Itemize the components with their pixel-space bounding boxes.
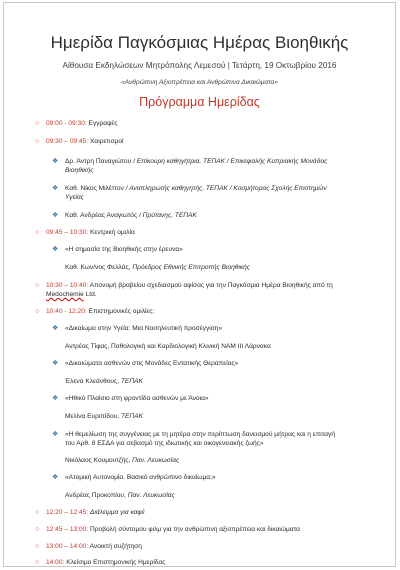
schedule-time: 12:20 – 12:45: [46, 509, 89, 516]
speaker-name: Καθ. Νίκος Μιλέττον [65, 185, 124, 192]
event-tagline: «Ανθρώπινη Αξιοπρέπεια και Ανθρώπινα Δικαιώματα» [121, 79, 278, 86]
presenter-item [65, 377, 143, 386]
schedule-item [46, 119, 118, 128]
presenter-affiliation: Παν. Λευκωσίας [132, 457, 180, 464]
circle-bullet-icon: ○ [35, 282, 40, 289]
talk-title: «Ατομική Αυτονομία. Βασικό ανθρώπινο δικαίωμα;» [65, 474, 216, 481]
schedule-time: 09:45 – 10:30: [46, 229, 89, 236]
sponsor-name: Medochemie [46, 291, 84, 298]
circle-bullet-icon: ○ [35, 559, 40, 566]
schedule-text-continued [46, 290, 97, 299]
presenter-name: Νικόλαος Κουμουτζής, [65, 457, 131, 464]
circle-bullet-icon: ○ [35, 509, 40, 516]
page-title: Ημερίδα Παγκόσμιας Ημέρας Βιοηθικής [50, 33, 349, 52]
schedule-text: Χαιρετισμοί [90, 138, 124, 145]
schedule-time: 13:00 – 14:00: [46, 543, 89, 550]
diamond-bullet-icon: ❖ [52, 212, 59, 219]
schedule-item [46, 228, 135, 237]
schedule-text: Διάλειμμα για καφέ [90, 509, 145, 516]
schedule-item [46, 508, 145, 517]
speaker-role: / Αναπληρωτής καθηγητής, ΤΕΠΑΚ / Κοσμήτορας Σχολής Επιστημών [125, 185, 327, 192]
schedule-time: 12:45 – 13:00: [46, 526, 89, 533]
diamond-bullet-icon: ❖ [52, 474, 59, 481]
schedule-time: 09:00 - 09:30: [46, 120, 87, 127]
circle-bullet-icon: ○ [35, 120, 40, 127]
schedule-item [46, 525, 300, 534]
schedule-item [46, 281, 333, 290]
circle-bullet-icon: ○ [35, 543, 40, 550]
schedule-time: 09:30 – 09:45: [46, 138, 89, 145]
schedule-text: Κεντρική ομιλία [90, 229, 135, 236]
presenter-item [65, 491, 175, 500]
presenter-name: Αντρέας Τίφας, Παθολογική και Καρδιολογική Κλινική ΝΑΜ ΙΙΙ Λάρνακα [65, 343, 271, 350]
schedule-time: 10:40 - 12:20: [46, 308, 87, 315]
circle-bullet-icon: ○ [35, 308, 40, 315]
talk-title: «Ηθικό Πλαίσιο στη φροντίδα ασθενών με Άνοια» [65, 395, 209, 402]
schedule-text: Εγγραφές [88, 120, 118, 127]
speaker-name: Καθ. Ανδρέας Αναγιωτός [65, 212, 138, 219]
talk-title: «Η θεμελίωση της συγγένειας με τη μητέρα στην περίπτωση δανεισμού μήτρας και η επιταγή [65, 431, 335, 438]
presenter-item [65, 342, 271, 351]
presenter-item [65, 412, 143, 421]
diamond-bullet-icon: ❖ [52, 431, 59, 438]
schedule-time: 14:00: [46, 559, 65, 566]
talk-title: «Δικαιώματα ασθενών στις Μονάδες Εντατικής Θεραπείας» [65, 360, 239, 367]
speaker-item [65, 157, 327, 166]
presenter-affiliation: ΤΕΠΑΚ [121, 413, 143, 420]
circle-bullet-icon: ○ [35, 229, 40, 236]
schedule-item [46, 558, 165, 567]
presenter-item [65, 456, 179, 465]
presenter-name: Ανδρέας Προκοπίου, [65, 492, 126, 499]
speaker-name: Δρ. Άντρη Παναγιώτου [65, 158, 132, 165]
presenter-affiliation: ΤΕΠΑΚ [120, 378, 143, 385]
schedule-text: Ανοικτή συζήτηση [89, 543, 142, 550]
schedule-text: Απονομή βραβείου σχεδιασμού αφίσας για την Παγκόσμια Ημέρα Βιοηθικής από τη [89, 282, 333, 289]
presenter-affiliation: Πρόεδρος Εθνικής Επιτροπής Βιοηθικής [132, 264, 250, 271]
speaker-item [65, 211, 197, 220]
talk-title: «Η σημασία της Βιοηθικής στην έρευνα» [65, 246, 183, 253]
diamond-bullet-icon: ❖ [52, 158, 59, 165]
presenter-name: Έλενα Κλεάνθους, [65, 378, 120, 385]
speaker-role: / Πρύτανης, ΤΕΠΑΚ [139, 212, 197, 219]
talk-title: «Δικαίωμα στην Υγεία: Μια Νοσηλευτική προσέγγιση» [65, 325, 223, 332]
circle-bullet-icon: ○ [35, 526, 40, 533]
talk-title-continued: του Αρθ. 8 ΕΣΔΑ για σεβασμό της ιδιωτικής και οικογενειακής ζωής» [65, 440, 264, 447]
schedule-item [46, 307, 154, 316]
diamond-bullet-icon: ❖ [52, 185, 59, 192]
diamond-bullet-icon: ❖ [52, 246, 59, 253]
schedule-text: Επιστημονικές ομιλίες: [88, 308, 155, 315]
presenter-item [65, 263, 250, 272]
circle-bullet-icon: ○ [35, 138, 40, 145]
event-subtitle: Αίθουσα Εκδηλώσεων Μητρόπολης Λεμεσού | Τετάρτη, 19 Οκτωβρίου 2016 [62, 61, 337, 70]
sponsor-suffix: Ltd. [85, 291, 97, 298]
speaker-role-continued: Υγείας [65, 194, 84, 201]
speaker-item [65, 184, 327, 193]
speaker-role: / Επίκουρη καθηγήτρια, ΤΕΠΑΚ / Επικεφαλής Κυπριακής Μονάδας [133, 158, 328, 165]
schedule-item [46, 542, 142, 551]
schedule-text: Κλείσιμο Επιστημονικής Ημερίδας [66, 559, 166, 566]
program-title: Πρόγραμμα Ημερίδας [139, 95, 260, 109]
presenter-name: Μελίνα Ευριπίδου, [65, 413, 120, 420]
schedule-time: 10:30 – 10:40: [46, 282, 89, 289]
schedule-item [46, 137, 123, 146]
diamond-bullet-icon: ❖ [52, 325, 59, 332]
presenter-affiliation: Παν. Λευκωσίας [127, 492, 175, 499]
document-page [3, 2, 396, 567]
diamond-bullet-icon: ❖ [52, 360, 59, 367]
speaker-role-continued: Βιοηθικής [65, 167, 94, 174]
diamond-bullet-icon: ❖ [52, 395, 59, 402]
presenter-name: Καθ. Κων/νος Φελλάς, [65, 264, 131, 271]
schedule-text: Προβολή σύντομου φιλμ για την ανθρώπινη αξιοπρέπεια και δικαιώματα [90, 526, 300, 533]
